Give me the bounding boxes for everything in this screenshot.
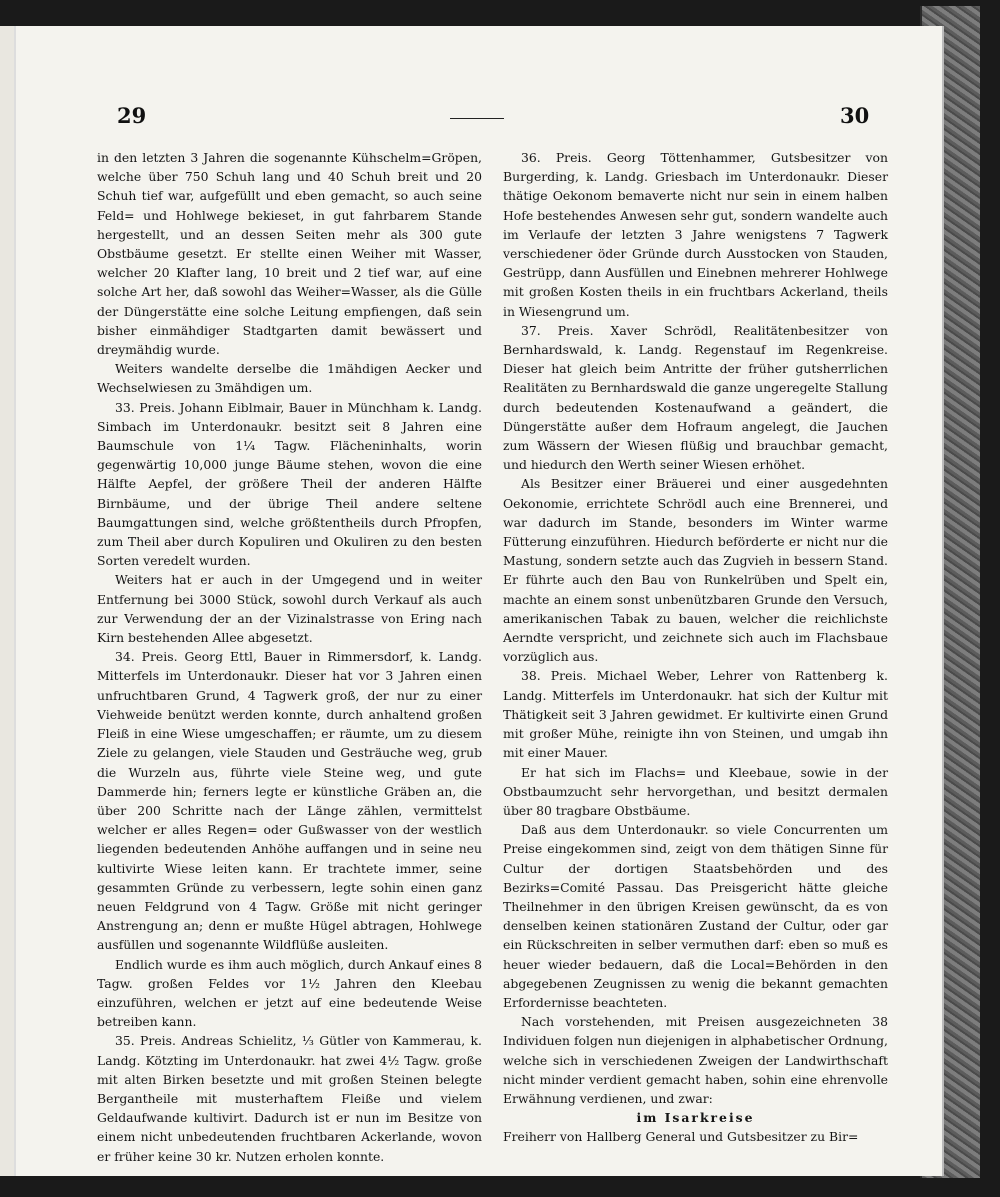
paragraph: Freiherr von Hallberg General und Gutsbesitzer zu Bir= xyxy=(503,1129,859,1145)
paragraph: Weiters hat er auch in der Umgegend und in weiter Entfernung bei 3000 Stück, sowohl durch Verkauf als auch zur Verwendung der an der Vizinalstrasse von Ering nach Kirn bestehenden Allee abgesetzt. xyxy=(97,572,482,646)
paragraph: 37. Preis. Xaver Schrödl, Realitätenbesitzer von Bernhardswald, k. Landg. Regenstauf im Regenkreise. Dieser hat gleich beim Antritte der früher gutsherrlichen Realitäten zu Bernhardswald die ganze ungeregelte Stallung durch bedeutenden Kostenaufwand a geändert, die Düngerstätte außer dem Hofraum angelegt, die Jauchen zum Wässern der Wiesen flüßig und brauchbar gemacht, und hiedurch den Werth seiner Wiesen erhöhet. xyxy=(503,322,888,473)
left-column xyxy=(97,148,482,1166)
paragraph: Endlich wurde es ihm auch möglich, durch Ankauf eines 8 Tagw. großen Feldes vor 1½ Jahren den Kleebau einzuführen, welchen er jetzt auf eine bedeutende Weise betreiben kann. xyxy=(97,956,482,1030)
paragraph: 33. Preis. Johann Eiblmair, Bauer in Münchham k. Landg. Simbach im Unterdonaukr. besitzt seit 8 Jahren eine Baumschule von 1¼ Tagw. Flächeninhalts, worin gegenwärtig 10,000 junge Bäume stehen, wovon die eine Hälfte Aepfel, der größere Theil der anderen Hälfte Birnbäume, und der übrige Theil andere seltene Baumgattungen sind, welche größtentheils durch Pfropfen, zum Theil aber durch Kopuliren und Okuliren zu den besten Sorten veredelt wurden. xyxy=(97,399,482,569)
paragraph: Nach vorstehenden, mit Preisen ausgezeichneten 38 Individuen folgen nun diejenigen in alphabetischer Ordnung, welche sich in verschiedenen Zweigen der Landwirthschaft nicht minder verdient gemacht haben, sohin eine ehrenvolle Erwähnung verdienen, und zwar: xyxy=(503,1014,888,1106)
paragraph: Weiters wandelte derselbe die 1mähdigen Aecker und Wechselwiesen zu 3mähdigen um. xyxy=(97,361,482,396)
paragraph: in den letzten 3 Jahren die sogenannte Kühschelm=Gröpen, welche über 750 Schuh lang und 40 Schuh breit und 20 Schuh tief war, aufgefüllt und eben gemacht, so auch seine Feld= und Hohlwege bekieset, in gut fahrbarem Stande hergestellt, und an dessen Seiten mehr als 300 gute Obstbäume gesetzt. Er stellte einen Weiher mit Wasser, welcher 20 Klafter lang, 10 breit und 2 tief war, auf eine solche Art her, daß sowohl das Weiher=Wasser, als die Gülle der Düngerstätte eine solche Leitung empfiengen, daß sein bisher einmähdiger Stadtgarten damit bewässert und dreymähdig wurde. xyxy=(97,150,482,358)
paragraph: 36. Preis. Georg Töttenhammer, Gutsbesitzer von Burgerding, k. Landg. Griesbach im Unterdonaukr. Dieser thätige Oekonom bemaverte nicht nur sein in einem halben Hofe bestehendes Anwesen sehr gut, sondern wandelte auch im Verlaufe der letzten 3 Jahre wenigstens 7 Tagwerk verschiedener öder Gründe durch Ausstocken von Stauden, Gestrüpp, dann Ausfüllen und Einebnen mehrerer Hohlwege mit großen Kosten theils in ein fruchtbars Ackerland, theils in Wiesengrund um. xyxy=(503,150,888,319)
right-column xyxy=(503,148,888,1147)
paragraph: Daß aus dem Unterdonaukr. so viele Concurrenten um Preise eingekommen sind, zeigt von dem thätigen Sinne für Cultur der dortigen Staatsbehörden und des Bezirks=Comité Passau. Das Preisgericht hätte gleiche Theilnehmer in den übrigen Kreisen gewünscht, da es von denselben keinen stationären Zustand der Cultur, oder gar ein Rückschreiten in selber vermuthen darf: eben so muß es heuer wieder bedauern, daß die Local=Behörden in den abgegebenen Zeugnissen zu wenig die bekannt gemachten Erfordernisse beachteten. xyxy=(503,822,888,1010)
page-number-left: 29 xyxy=(117,103,147,128)
header-rule xyxy=(450,118,504,119)
paragraph: 38. Preis. Michael Weber, Lehrer von Rattenberg k. Landg. Mitterfels im Unterdonaukr. hat sich der Kultur mit Thätigkeit seit 3 Jahren gewidmet. Er kultivirte einen Grund mit großer Mühe, reinigte ihn von Steinen, und umgab ihn mit einer Mauer. xyxy=(503,668,888,761)
left-page-edge xyxy=(0,26,15,1176)
paragraph: 35. Preis. Andreas Schielitz, ⅓ Gütler von Kammerau, k. Landg. Kötzting im Unterdonaukr. hat zwei 4½ Tagw. große mit alten Birken besetzte und mit großen Steinen belegte Bergantheile mit musterhaftem Fleiße und vielem Geldaufwande kultivirt. Dadurch ist er nun im Besitze von einem nicht unbedeutenden fruchtbaren Ackerlande, wovon er früher keine 30 kr. Nutzen erholen konnte. xyxy=(97,1033,482,1164)
paragraph: 34. Preis. Georg Ettl, Bauer in Rimmersdorf, k. Landg. Mitterfels im Unterdonaukr. Dieser hat vor 3 Jahren einen unfruchtbaren Grund, 4 Tagwerk groß, der nur zu einer Viehweide benützt werden konnte, durch anhaltend großen Fleiß in eine Wiese umgeschaffen; er räumte, um zu diesem Ziele zu gelangen, viele Stauden und Gesträuche weg, grub die Wurzeln aus, führte viele Steine weg, und gute Dammerde hin; ferners legte er künstliche Gräben an, die über 200 Schritte nach der Länge zählen, vermittelst welcher er alles Regen= oder Gußwasser von der westlich liegenden bedeutenden Anhöhe auffangen und in seine neu kultivirte Wiese leiten kann. Er trachtete immer, seine gesammten Gründe zu verbessern, legte sohin einen ganz neuen Feldgrund von 4 Tagw. Größe mit nicht geringer Anstrengung an; denn er mußte Hügel abtragen, Hohlwege ausfüllen und sogenannte Wildflüße ausleiten. xyxy=(97,649,482,953)
page-number-right: 30 xyxy=(840,103,870,128)
paragraph: Als Besitzer einer Bräuerei und einer ausgedehnten Oekonomie, errichtete Schrödl auch eine Brennerei, und war dadurch im Stande, besonders im Winter warme Fütterung einzuführen. Hiedurch beförderte er nicht nur die Mastung, sondern setzte auch das Zugvieh in bessern Stand. Er führte auch den Bau von Runkelrüben und Spelt ein, machte an einem sonst unbenützbaren Grunde den Versuch, amerikanischen Tabak zu bauen, welcher die reichlichste Aerndte verspricht, und zeichnete sich auch im Flachsbaue vorzüglich aus. xyxy=(503,476,888,665)
section-heading: im Isarkreise xyxy=(636,1110,755,1126)
paragraph: Er hat sich im Flachs= und Kleebaue, sowie in der Obstbaumzucht sehr hervorgethan, und besitzt dermalen über 80 tragbare Obstbäume. xyxy=(503,764,888,818)
